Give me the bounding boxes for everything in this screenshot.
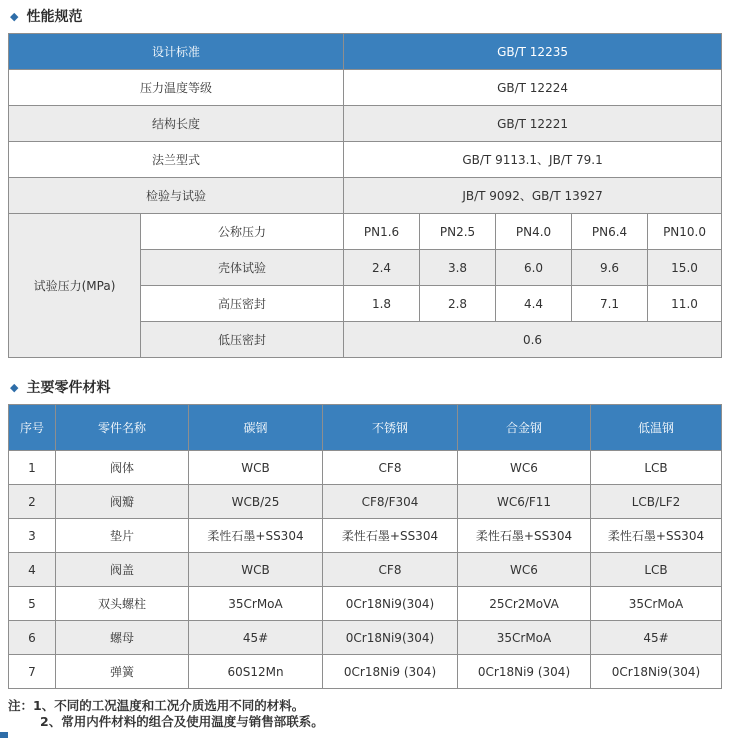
part-name-cell: 双头螺柱 bbox=[56, 587, 189, 621]
material-cell: WCB bbox=[189, 451, 323, 485]
material-cell: 柔性石墨+SS304 bbox=[189, 519, 323, 553]
table-row bbox=[9, 655, 722, 689]
seq-cell: 6 bbox=[9, 621, 56, 655]
part-name-cell: 阀体 bbox=[56, 451, 189, 485]
section-title-text: 性能规范 bbox=[26, 9, 83, 25]
material-cell: LCB bbox=[591, 451, 722, 485]
pressure-value-cell: 15.0 bbox=[648, 250, 722, 286]
seq-cell: 1 bbox=[9, 451, 56, 485]
spec-label-cell: 压力温度等级 bbox=[9, 70, 344, 106]
part-name-cell: 弹簧 bbox=[56, 655, 189, 689]
table-row bbox=[9, 214, 722, 250]
table-row bbox=[9, 34, 722, 70]
part-name-cell: 垫片 bbox=[56, 519, 189, 553]
column-header-cell: 零件名称 bbox=[56, 405, 189, 451]
pressure-value-cell: 0.6 bbox=[344, 322, 722, 358]
material-cell: 0Cr18Ni9(304) bbox=[323, 587, 458, 621]
material-cell: 柔性石墨+SS304 bbox=[323, 519, 458, 553]
note-prefix: 注： bbox=[8, 698, 34, 713]
column-header-cell: 低温钢 bbox=[591, 405, 722, 451]
material-cell: CF8 bbox=[323, 553, 458, 587]
material-cell: WC6 bbox=[458, 451, 591, 485]
table-row bbox=[9, 106, 722, 142]
note-line-1 bbox=[8, 698, 729, 714]
material-cell: 60S12Mn bbox=[189, 655, 323, 689]
note-line-2 bbox=[8, 714, 729, 730]
spec-value-cell: JB/T 9092、GB/T 13927 bbox=[344, 178, 722, 214]
spec-label-cell: 法兰型式 bbox=[9, 142, 344, 178]
spec-label-cell: 检验与试验 bbox=[9, 178, 344, 214]
material-cell: 45# bbox=[189, 621, 323, 655]
diamond-bullet-icon: ◆ bbox=[10, 380, 19, 394]
pressure-row-label-cell: 壳体试验 bbox=[141, 250, 344, 286]
seq-cell: 7 bbox=[9, 655, 56, 689]
performance-spec-table bbox=[8, 33, 722, 358]
spec-value-cell: GB/T 12221 bbox=[344, 106, 722, 142]
material-cell: 柔性石墨+SS304 bbox=[458, 519, 591, 553]
table-row bbox=[9, 621, 722, 655]
seq-cell: 2 bbox=[9, 485, 56, 519]
pressure-value-cell: 9.6 bbox=[572, 250, 648, 286]
seq-cell: 5 bbox=[9, 587, 56, 621]
section-title-text: 主要零件材料 bbox=[26, 380, 111, 396]
table-row bbox=[9, 142, 722, 178]
column-header-cell: 序号 bbox=[9, 405, 56, 451]
column-header-cell: 碳钢 bbox=[189, 405, 323, 451]
seq-cell: 4 bbox=[9, 553, 56, 587]
material-cell: WCB/25 bbox=[189, 485, 323, 519]
material-cell: WC6 bbox=[458, 553, 591, 587]
column-header-cell: 不锈钢 bbox=[323, 405, 458, 451]
table-row bbox=[9, 178, 722, 214]
pressure-value-cell: 4.4 bbox=[496, 286, 572, 322]
note-text: 2、常用内件材料的组合及使用温度与销售部联系。 bbox=[40, 714, 324, 730]
section-title-performance bbox=[0, 0, 729, 33]
table-row bbox=[9, 485, 722, 519]
pn-value-cell: PN1.6 bbox=[344, 214, 420, 250]
spec-value-cell: GB/T 12235 bbox=[344, 34, 722, 70]
pn-value-cell: PN6.4 bbox=[572, 214, 648, 250]
material-cell: WC6/F11 bbox=[458, 485, 591, 519]
part-name-cell: 螺母 bbox=[56, 621, 189, 655]
pressure-value-cell: 7.1 bbox=[572, 286, 648, 322]
table-row bbox=[9, 587, 722, 621]
material-cell: LCB bbox=[591, 553, 722, 587]
table-row bbox=[9, 553, 722, 587]
pressure-value-cell: 3.8 bbox=[420, 250, 496, 286]
pn-value-cell: PN4.0 bbox=[496, 214, 572, 250]
pressure-row-label-cell: 高压密封 bbox=[141, 286, 344, 322]
table-row bbox=[9, 519, 722, 553]
material-cell: CF8/F304 bbox=[323, 485, 458, 519]
footer-notes bbox=[8, 698, 729, 731]
material-cell: 0Cr18Ni9 (304) bbox=[458, 655, 591, 689]
part-name-cell: 阀盖 bbox=[56, 553, 189, 587]
note-text: 1、不同的工况温度和工况介质选用不同的材料。 bbox=[33, 698, 305, 713]
table-row bbox=[9, 70, 722, 106]
table-header-row bbox=[9, 405, 722, 451]
page-corner-mark bbox=[0, 732, 8, 738]
material-cell: 45# bbox=[591, 621, 722, 655]
pressure-value-cell: 1.8 bbox=[344, 286, 420, 322]
material-cell: LCB/LF2 bbox=[591, 485, 722, 519]
pressure-group-label-cell: 试验压力(MPa) bbox=[9, 214, 141, 358]
spec-label-cell: 结构长度 bbox=[9, 106, 344, 142]
seq-cell: 3 bbox=[9, 519, 56, 553]
pressure-value-cell: 2.8 bbox=[420, 286, 496, 322]
table-row bbox=[9, 451, 722, 485]
material-cell: 0Cr18Ni9(304) bbox=[591, 655, 722, 689]
pn-value-cell: PN10.0 bbox=[648, 214, 722, 250]
spec-label-cell: 设计标准 bbox=[9, 34, 344, 70]
material-cell: 35CrMoA bbox=[458, 621, 591, 655]
section-title-materials bbox=[0, 371, 729, 404]
material-cell: 0Cr18Ni9 (304) bbox=[323, 655, 458, 689]
materials-table bbox=[8, 404, 722, 689]
pressure-value-cell: 11.0 bbox=[648, 286, 722, 322]
spec-value-cell: GB/T 12224 bbox=[344, 70, 722, 106]
pressure-value-cell: 6.0 bbox=[496, 250, 572, 286]
material-cell: 25Cr2MoVA bbox=[458, 587, 591, 621]
diamond-bullet-icon: ◆ bbox=[10, 9, 19, 23]
material-cell: WCB bbox=[189, 553, 323, 587]
material-cell: 柔性石墨+SS304 bbox=[591, 519, 722, 553]
spec-value-cell: GB/T 9113.1、JB/T 79.1 bbox=[344, 142, 722, 178]
material-cell: 35CrMoA bbox=[189, 587, 323, 621]
pressure-row-label-cell: 低压密封 bbox=[141, 322, 344, 358]
pn-value-cell: PN2.5 bbox=[420, 214, 496, 250]
material-cell: 0Cr18Ni9(304) bbox=[323, 621, 458, 655]
pressure-value-cell: 2.4 bbox=[344, 250, 420, 286]
pressure-row-label-cell: 公称压力 bbox=[141, 214, 344, 250]
column-header-cell: 合金钢 bbox=[458, 405, 591, 451]
part-name-cell: 阀瓣 bbox=[56, 485, 189, 519]
material-cell: 35CrMoA bbox=[591, 587, 722, 621]
material-cell: CF8 bbox=[323, 451, 458, 485]
